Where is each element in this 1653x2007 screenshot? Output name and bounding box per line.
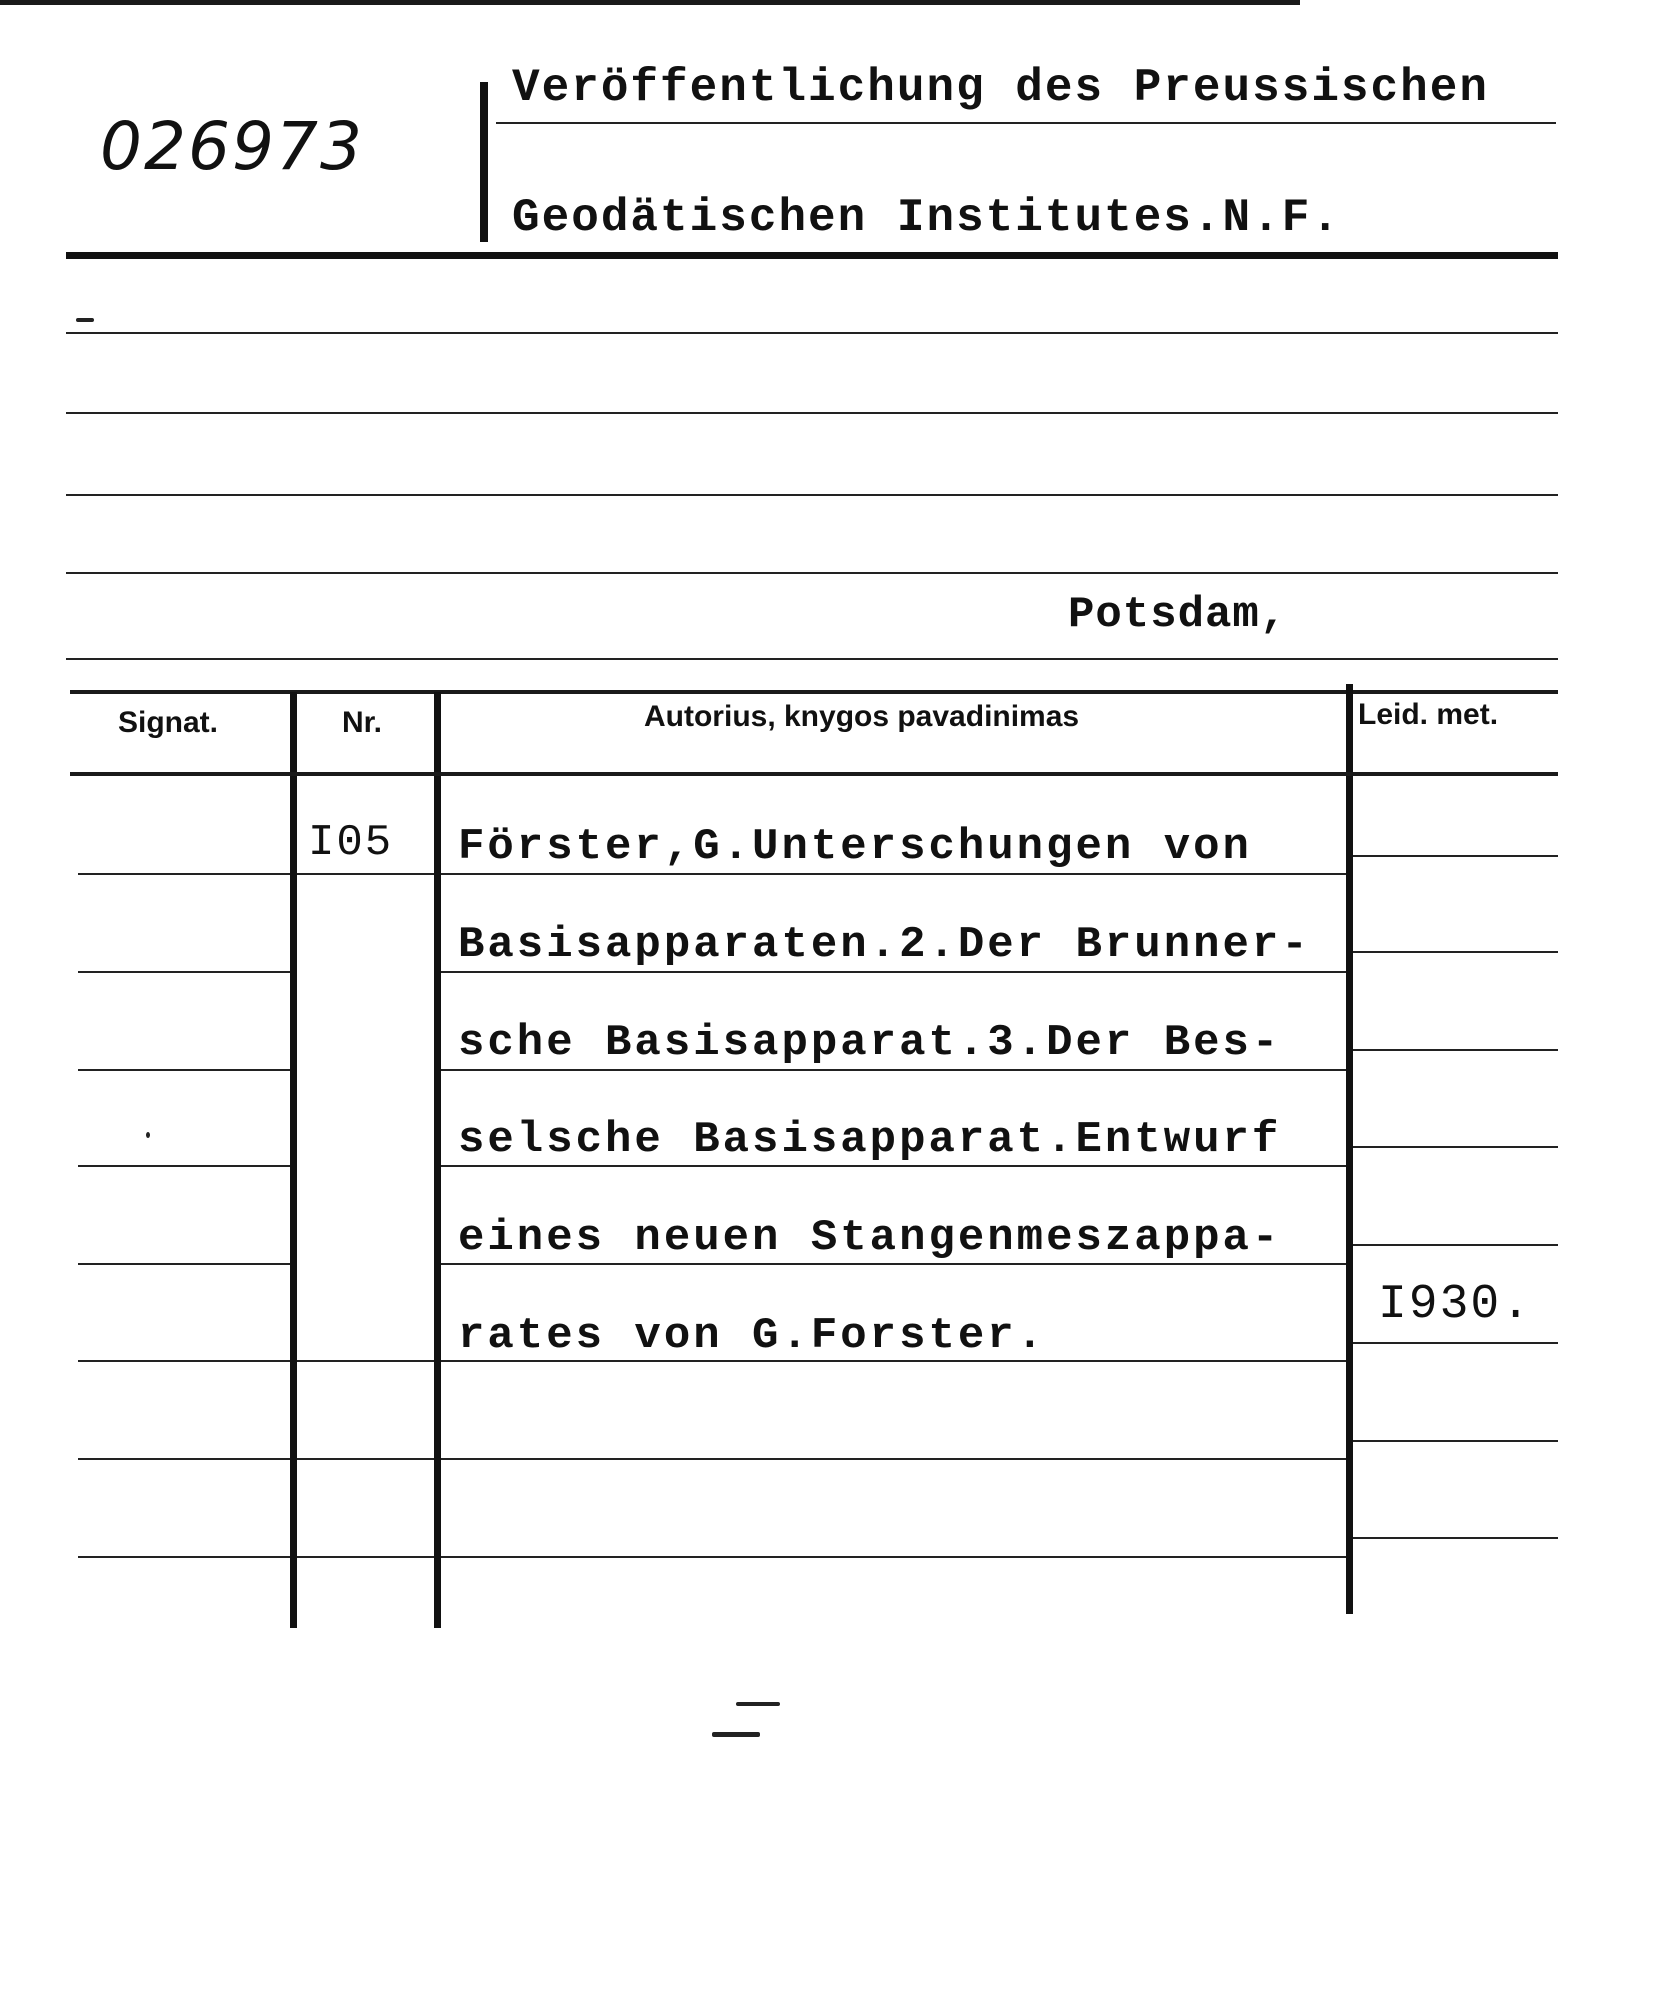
blank-rule [66,494,1558,496]
blank-rule [66,412,1558,414]
row-rule [1353,855,1558,857]
row-rule [1353,1342,1558,1344]
blank-rule [66,332,1558,334]
header-year: Leid. met. [1358,698,1499,731]
row-rule [441,1069,1346,1071]
row-rule [297,1556,434,1558]
catalog-number: 026973 [100,108,364,185]
row-rule [78,1556,290,1558]
row-rule [297,1458,434,1460]
row-rule [441,1263,1346,1265]
blank-rule [66,572,1558,574]
title-rule [496,122,1556,124]
scan-speck [736,1702,780,1706]
row-rule [78,873,290,875]
entry-number: I05 [308,818,394,868]
row-rule [78,1069,290,1071]
row-rule [78,1263,290,1265]
publication-place: Potsdam, [1068,590,1288,640]
blank-rule [66,658,1558,660]
row-rule [1353,1049,1558,1051]
scan-speck [712,1732,760,1737]
row-rule [297,1360,434,1362]
entry-text-line: Förster,G.Unterschungen von [458,822,1252,872]
row-rule [1353,951,1558,953]
row-rule [441,1165,1346,1167]
column-divider-signature [290,692,297,1628]
row-rule [1353,1146,1558,1148]
header-author-title: Autorius, knygos pavadinimas [644,700,1080,733]
column-divider-title [1346,684,1353,1614]
row-rule [1353,1537,1558,1539]
series-title-line-2: Geodätischen Institutes.N.F. [512,192,1341,244]
column-divider-number [434,692,441,1628]
scan-speck [146,1132,150,1138]
entry-text-line: selsche Basisapparat.Entwurf [458,1115,1282,1165]
title-underline [66,252,1558,259]
row-rule [78,1458,290,1460]
row-rule [441,873,1346,875]
entry-year: I930. [1378,1278,1533,1332]
entry-text-line: eines neuen Stangenmeszappa- [458,1213,1282,1263]
series-title-line-1: Veröffentlichung des Preussischen [512,62,1489,114]
row-rule [441,1556,1346,1558]
entry-text-line: sche Basisapparat.3.Der Bes- [458,1018,1282,1068]
title-margin-bar [480,82,488,242]
entry-text-line: rates von G.Forster. [458,1311,1047,1361]
row-rule [78,1165,290,1167]
row-rule [441,1458,1346,1460]
row-rule [297,873,434,875]
row-rule [1353,1244,1558,1246]
header-bottom-rule [70,772,1558,776]
header-number: Nr. [342,706,383,739]
row-rule [441,971,1346,973]
row-rule [1353,1440,1558,1442]
entry-text-line: Basisapparaten.2.Der Brunner- [458,920,1311,970]
scan-speck [76,318,94,322]
card-top-edge [0,0,1300,5]
header-signature: Signat. [118,706,219,739]
row-rule [78,971,290,973]
row-rule [78,1360,290,1362]
